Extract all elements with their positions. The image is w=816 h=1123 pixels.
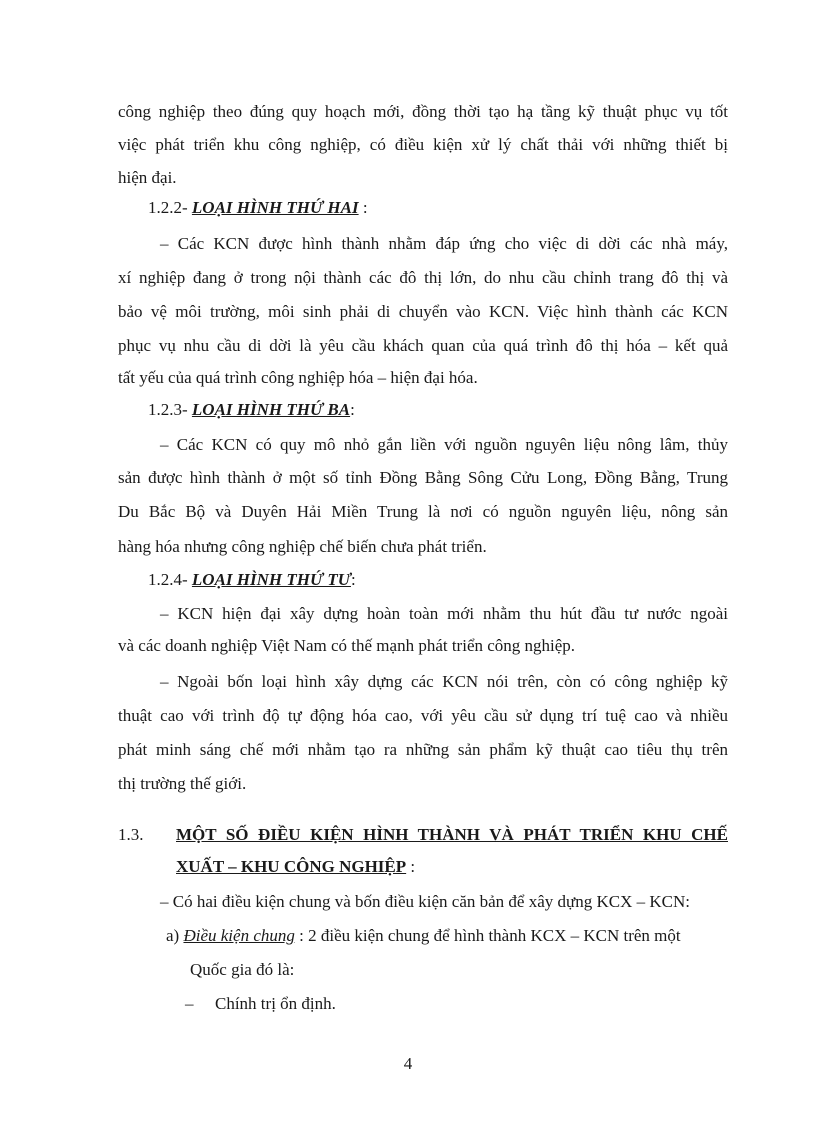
section-title-text: XUẤT – KHU CÔNG NGHIỆP	[176, 857, 407, 876]
paragraph-line: Quốc gia đó là:	[190, 960, 295, 979]
page-number: 4	[403, 1054, 413, 1073]
paragraph-line: Du Bắc Bộ và Duyên Hải Miền Trung là nơi có nguồn nguyên liệu, nông sản	[118, 502, 728, 521]
section-title: LOẠI HÌNH THỨ TƯ	[191, 570, 351, 589]
section-title-1-3-line1: MỘT SỐ ĐIỀU KIỆN HÌNH THÀNH VÀ PHÁT TRIỂN KHU CHẾ	[176, 825, 728, 844]
paragraph-line: xí nghiệp đang ở trong nội thành các đô thị lớn, do nhu cầu chỉnh trang đô thị và	[118, 268, 728, 287]
paragraph-line: hiện đại.	[118, 168, 177, 187]
paragraph-line: và các doanh nghiệp Việt Nam có thế mạnh phát triển công nghiệp.	[118, 636, 576, 655]
paragraph-line: – KCN hiện đại xây dựng hoàn toàn mới nhằm thu hút đầu tư nước ngoài	[160, 604, 728, 623]
section-title-1-3-line2	[176, 855, 786, 879]
section-number: 1.2.3-	[148, 400, 188, 419]
section-title-suffix: :	[406, 857, 416, 876]
section-title: LOẠI HÌNH THỨ BA	[191, 400, 351, 419]
bullet-dash: –	[185, 994, 194, 1013]
paragraph-line: – Ngoài bốn loại hình xây dựng các KCN nói trên, còn có công nghiệp kỹ	[160, 672, 728, 691]
paragraph-line: – Các KCN có quy mô nhỏ gắn liền với nguồn nguyên liệu nông lâm, thủy	[160, 435, 728, 454]
section-title-suffix: :	[350, 570, 356, 589]
paragraph-line: tất yếu của quá trình công nghiệp hóa – hiện đại hóa.	[118, 368, 478, 387]
bullet-item	[185, 992, 795, 1016]
section-heading-1-2-4	[148, 568, 758, 592]
paragraph-line: sản được hình thành ở một số tỉnh Đồng Bằng Sông Cửu Long, Đồng Bằng, Trung	[118, 468, 728, 487]
condition-label: Điều kiện chung	[183, 926, 295, 945]
list-marker: a)	[166, 926, 184, 945]
paragraph-line: – Có hai điều kiện chung và bốn điều kiện căn bản để xây dựng KCX – KCN:	[160, 892, 690, 911]
section-number: 1.2.2-	[148, 198, 188, 217]
paragraph-line: phát minh sáng chế mới nhằm tạo ra những sản phẩm kỹ thuật cao tiêu thụ trên	[118, 740, 728, 759]
paragraph-line: phục vụ nhu cầu di dời là yêu cầu khách quan của quá trình đô thị hóa – kết quả	[118, 336, 728, 355]
paragraph-line: thuật cao với trình độ tự động hóa cao, với yêu cầu sử dụng trí tuệ cao và nhiều	[118, 706, 728, 725]
paragraph-line: thị trường thế giới.	[118, 774, 247, 793]
section-title: LOẠI HÌNH THỨ HAI	[191, 198, 359, 217]
paragraph-line: hàng hóa nhưng công nghiệp chế biến chưa phát triển.	[118, 537, 487, 556]
paragraph-line: bảo vệ môi trường, môi sinh phải di chuyển vào KCN. Việc hình thành các KCN	[118, 302, 728, 321]
bullet-text: Chính trị ổn định.	[215, 994, 336, 1013]
section-title-suffix: :	[350, 400, 355, 419]
section-heading-1-2-2	[148, 196, 758, 220]
section-heading-1-2-3	[148, 398, 758, 422]
condition-text: : 2 điều kiện chung để hình thành KCX – KCN trên một	[294, 926, 681, 945]
condition-a-line	[166, 924, 728, 948]
section-number: 1.2.4-	[148, 570, 188, 589]
paragraph-line: – Các KCN được hình thành nhằm đáp ứng cho việc di dời các nhà máy,	[160, 234, 728, 253]
paragraph-line: công nghiệp theo đúng quy hoạch mới, đồng thời tạo hạ tầng kỹ thuật phục vụ tốt	[118, 102, 728, 121]
section-number-1-3: 1.3.	[118, 825, 144, 844]
section-title-suffix: :	[358, 198, 368, 217]
paragraph-line: việc phát triển khu công nghiệp, có điều kiện xử lý chất thải với những thiết bị	[118, 135, 728, 154]
